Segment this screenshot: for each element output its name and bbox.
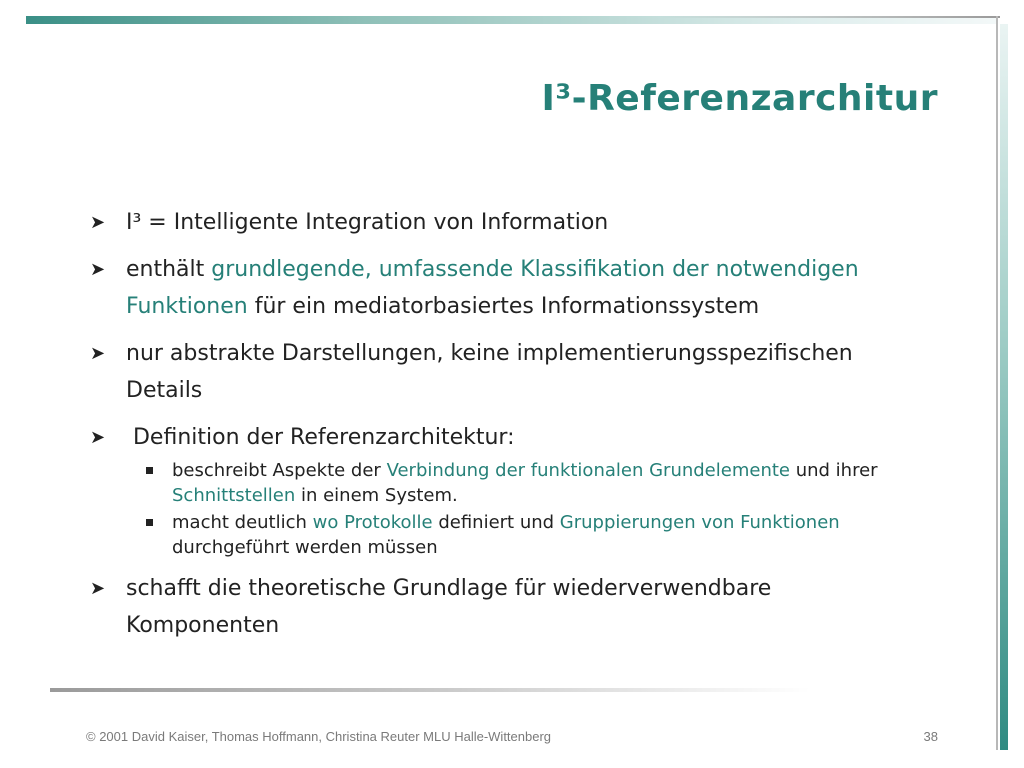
highlighted-text: Schnittstellen — [172, 485, 296, 506]
arrowhead-bullet-icon: ➤ — [90, 343, 106, 364]
bullet-item — [90, 335, 920, 409]
bullet-text: schafft die theoretische Grundlage für wiederverwendbare Komponenten — [126, 576, 772, 638]
bullet-item — [90, 419, 920, 560]
sub-bullet-text: definiert und — [432, 512, 560, 533]
right-accent-bar — [1000, 24, 1008, 750]
square-bullet-icon — [146, 467, 153, 474]
bullet-list — [90, 204, 920, 644]
arrowhead-bullet-icon: ➤ — [90, 259, 106, 280]
bullet-item — [90, 204, 920, 241]
footer-divider — [50, 688, 810, 692]
bullet-text: enthält — [126, 257, 212, 282]
sub-bullet-item — [126, 510, 920, 560]
top-frame-line — [660, 16, 1000, 18]
highlighted-text: wo Protokolle — [312, 512, 433, 533]
sub-bullet-text: durchgeführt werden müssen — [172, 537, 438, 558]
bullet-text: Definition der Referenzarchitektur: — [126, 425, 515, 450]
highlighted-text: grundlegende, umfassende Klassifikation der notwendigen Funktionen — [126, 257, 859, 319]
slide-title: I³-Referenzarchitur — [541, 78, 938, 119]
bullet-item — [90, 570, 920, 644]
sub-bullet-list — [126, 458, 920, 560]
highlighted-text: Gruppierungen von Funktionen — [559, 512, 840, 533]
arrowhead-bullet-icon: ➤ — [90, 427, 106, 448]
page-number: 38 — [923, 729, 938, 744]
bullet-text: nur abstrakte Darstellungen, keine implementierungsspezifischen Details — [126, 341, 853, 403]
bullet-item — [90, 251, 920, 325]
right-frame-line — [996, 16, 998, 750]
square-bullet-icon — [146, 519, 153, 526]
sub-bullet-item — [126, 458, 920, 508]
sub-bullet-text: beschreibt Aspekte der — [172, 460, 387, 481]
sub-bullet-text: und ihrer — [789, 460, 878, 481]
sub-bullet-text: in einem System. — [295, 485, 458, 506]
bullet-text: I³ = Intelligente Integration von Information — [126, 210, 609, 235]
highlighted-text: Verbindung der funktionalen Grundelemente — [386, 460, 790, 481]
sub-bullet-text: macht deutlich — [172, 512, 313, 533]
bullet-text: für ein mediatorbasiertes Informationssystem — [247, 294, 760, 319]
arrowhead-bullet-icon: ➤ — [90, 578, 106, 599]
arrowhead-bullet-icon: ➤ — [90, 212, 106, 233]
footer-copyright: © 2001 David Kaiser, Thomas Hoffmann, Christina Reuter MLU Halle-Wittenberg — [86, 729, 552, 744]
